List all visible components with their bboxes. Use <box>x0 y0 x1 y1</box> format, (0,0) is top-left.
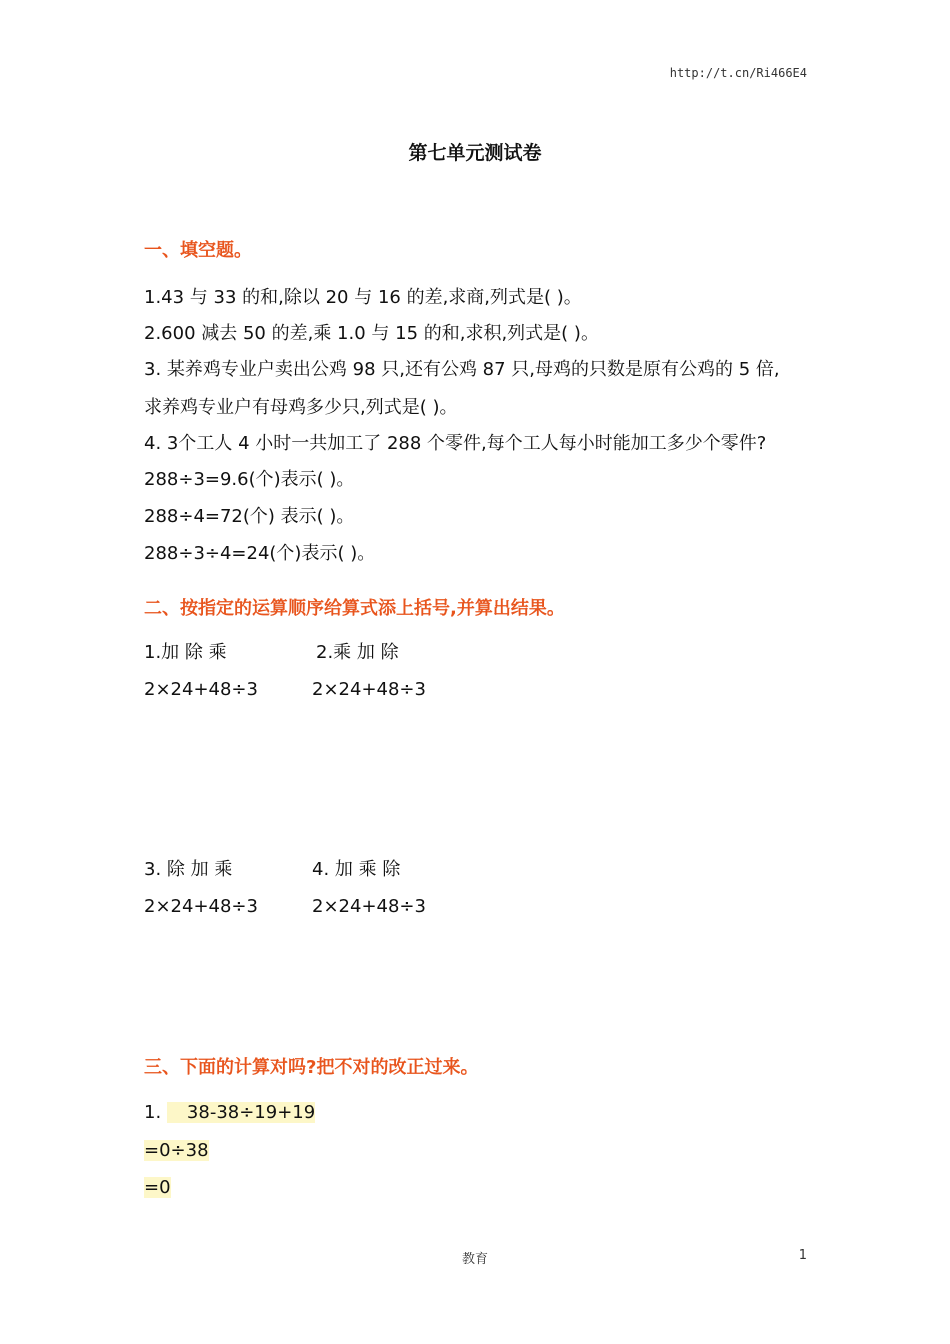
correction-item-1 <box>144 1101 315 1125</box>
section-2-heading: 二、按指定的运算顺序给算式添上括号,并算出结果。 <box>144 598 565 619</box>
footer-text: 教育 <box>461 1252 488 1267</box>
problem-2-order: 2.乘 加 除 <box>316 642 399 663</box>
question-2: 2.600 减去 50 的差,乘 1.0 与 15 的和,求积,列式是( )。 <box>144 323 599 344</box>
correction-step-3-row <box>144 1176 171 1200</box>
header-url: http://t.cn/Ri466E4 <box>669 66 807 80</box>
question-3-line-1: 3. 某养鸡专业户卖出公鸡 98 只,还有公鸡 87 只,母鸡的只数是原有公鸡的 5 倍, <box>144 359 780 380</box>
question-1: 1.43 与 33 的和,除以 20 与 16 的差,求商,列式是( )。 <box>144 287 582 308</box>
problem-4-order: 4. 加 乘 除 <box>312 859 401 880</box>
question-4-line-1: 4. 3个工人 4 小时一共加工了 288 个零件,每个工人每小时能加工多少个零件? <box>144 433 767 454</box>
correction-step-1: 38-38÷19+19 <box>167 1102 315 1123</box>
problem-1-order: 1.加 除 乘 <box>144 642 227 663</box>
correction-step-2-row <box>144 1139 209 1163</box>
question-4-line-4: 288÷3÷4=24(个)表示( )。 <box>144 543 376 564</box>
problem-2-expression: 2×24+48÷3 <box>312 679 426 700</box>
question-4-line-2: 288÷3=9.6(个)表示( )。 <box>144 469 355 490</box>
correction-step-3: =0 <box>144 1177 171 1198</box>
correction-step-2: =0÷38 <box>144 1140 209 1161</box>
problem-1-expression: 2×24+48÷3 <box>144 679 258 700</box>
section-1-heading: 一、填空题。 <box>144 240 252 261</box>
problem-3-order: 3. 除 加 乘 <box>144 859 233 880</box>
page-number: 1 <box>798 1248 807 1263</box>
problem-3-expression: 2×24+48÷3 <box>144 896 258 917</box>
problem-4-expression: 2×24+48÷3 <box>312 896 426 917</box>
section-3-heading: 三、下面的计算对吗?把不对的改正过来。 <box>144 1057 479 1078</box>
correction-item-number: 1. <box>144 1102 162 1123</box>
question-4-line-3: 288÷4=72(个) 表示( )。 <box>144 506 355 527</box>
page-title: 第七单元测试卷 <box>408 142 542 164</box>
question-3-line-2: 求养鸡专业户有母鸡多少只,列式是( )。 <box>144 397 458 418</box>
